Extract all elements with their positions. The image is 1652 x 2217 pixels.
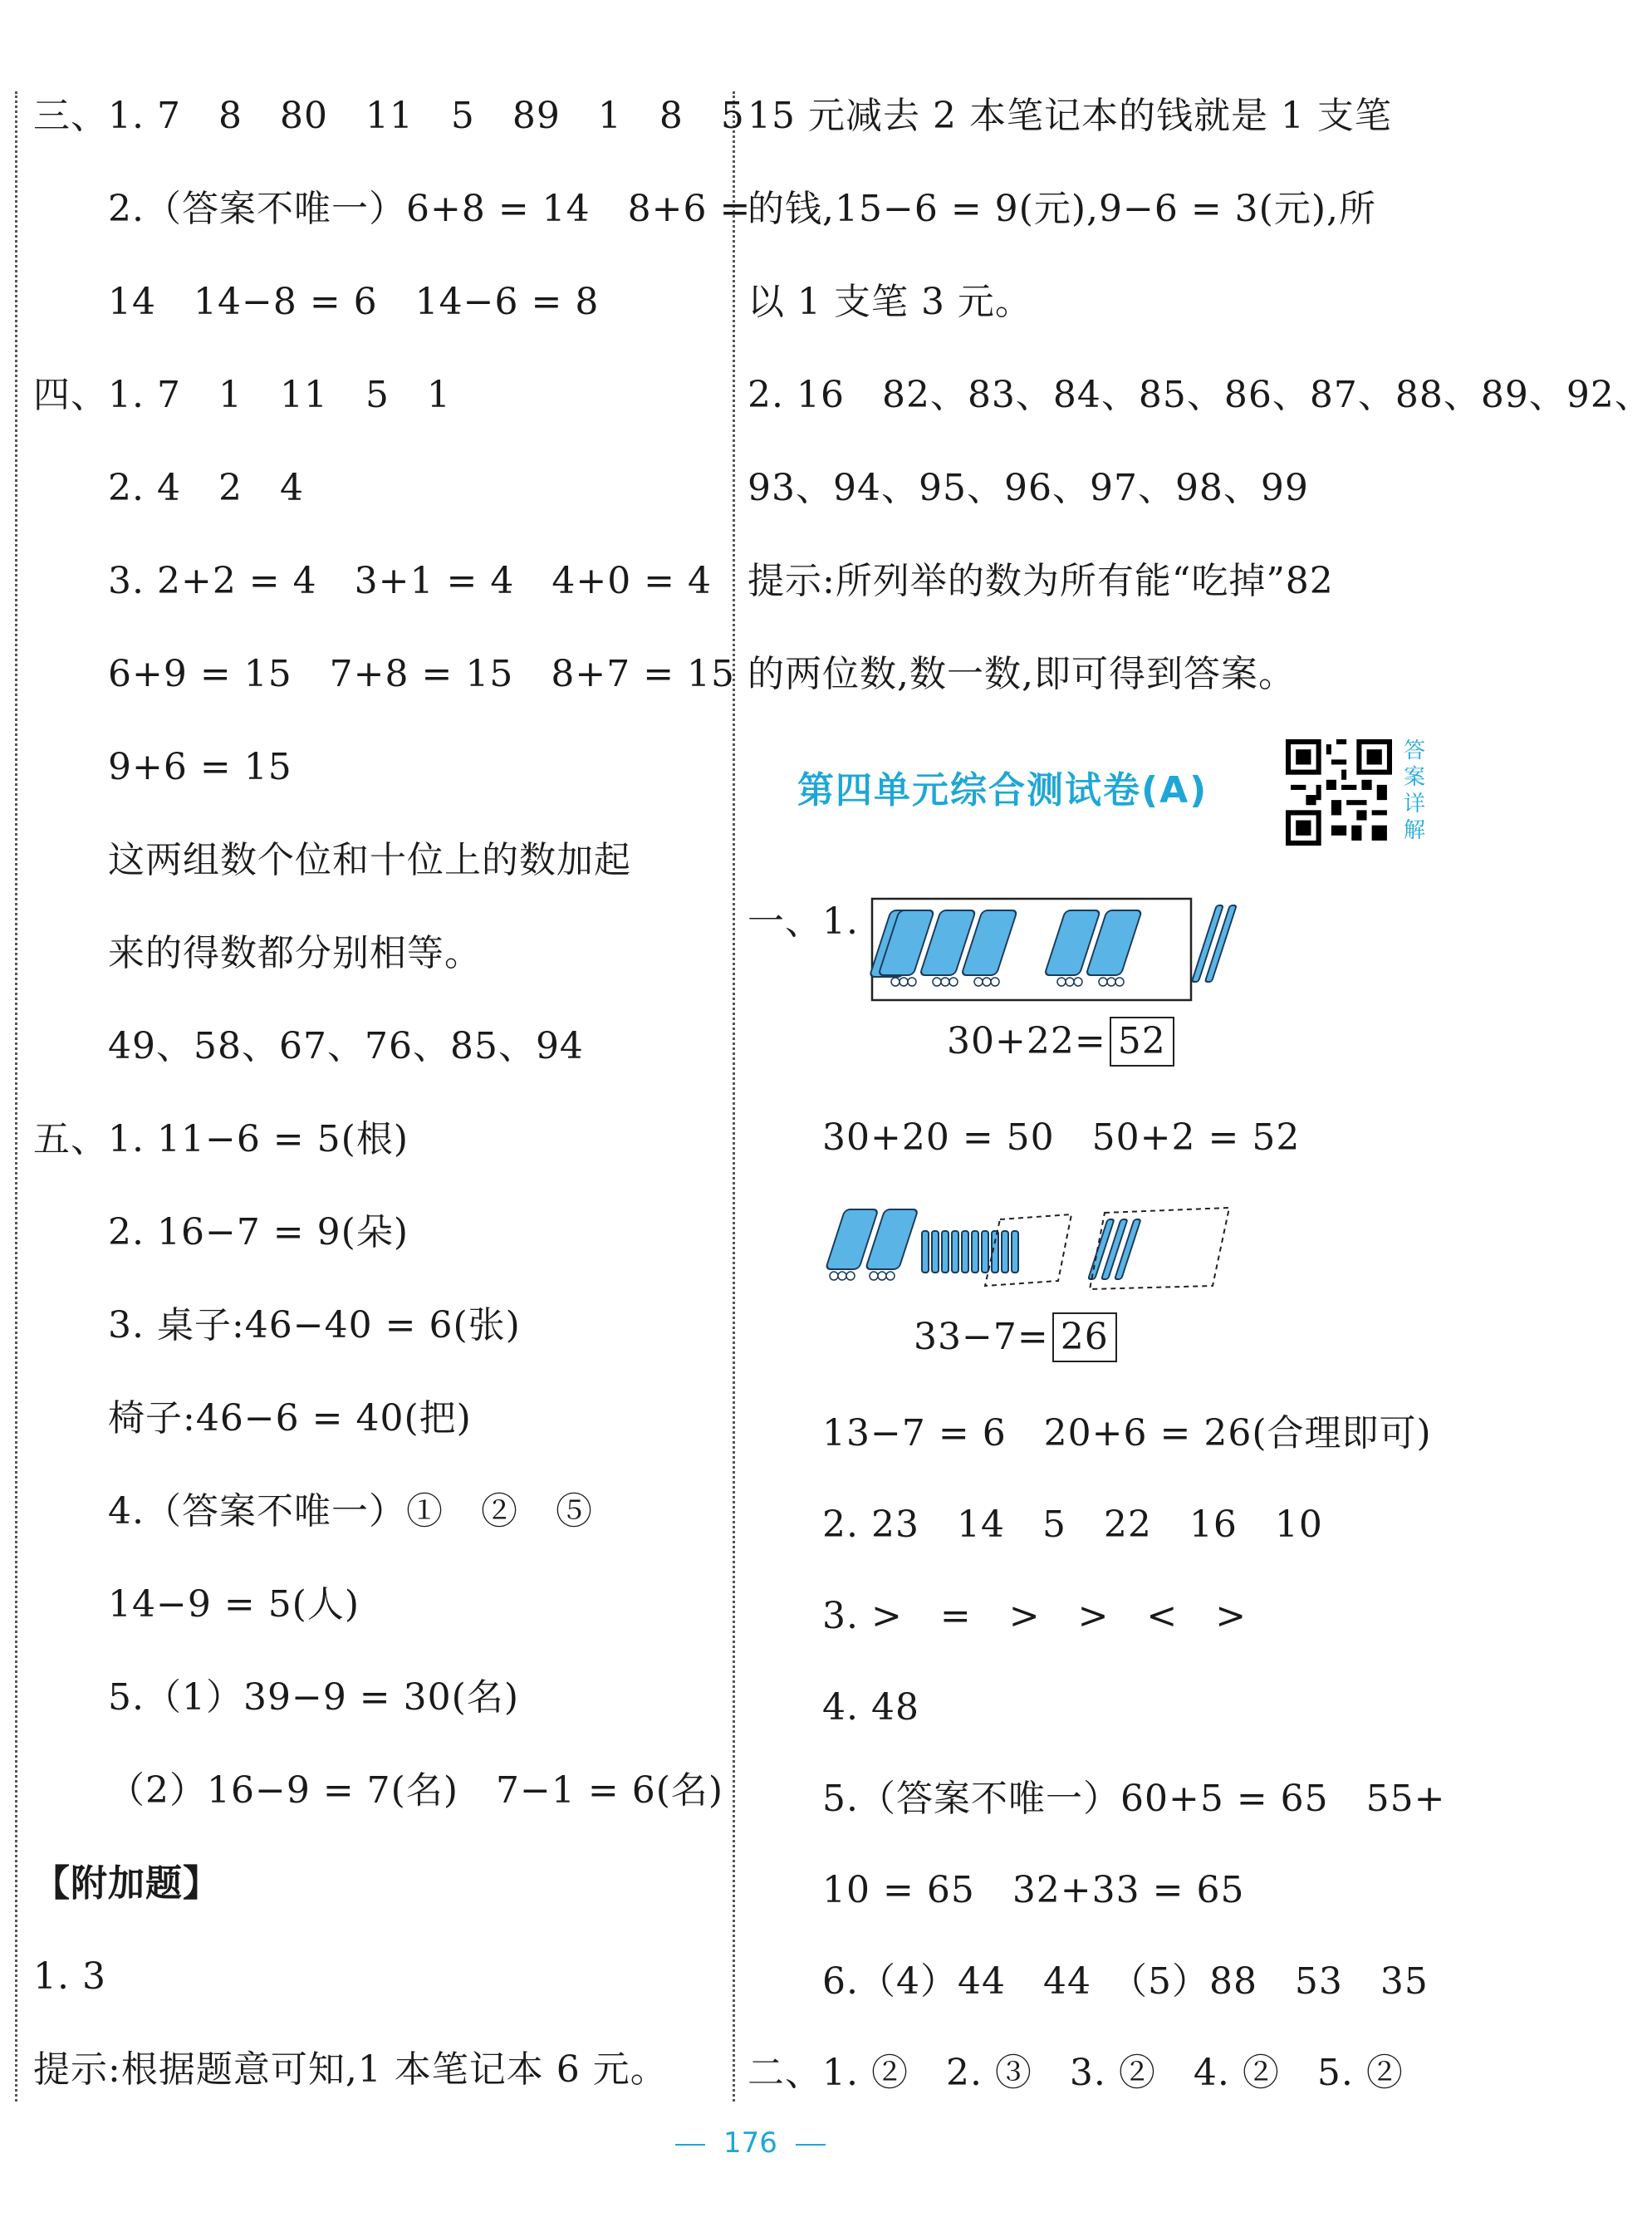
hint-line: 15 元减去 2 本笔记本的钱就是 1 支笔: [748, 95, 1392, 137]
answer-line: 3. 2+2 = 4 3+1 = 4 4+0 = 4: [108, 560, 713, 602]
answer-line: 2. 4 2 4: [108, 467, 304, 509]
column-divider: [733, 91, 735, 2102]
page-number: 176: [723, 2126, 777, 2160]
bonus-heading: 【附加题】: [33, 1862, 220, 1905]
answer-line: 2. 23 14 5 22 16 10: [822, 1503, 1323, 1546]
answer-box: 52: [1110, 1017, 1174, 1067]
answer-line: 30+20 = 50 50+2 = 52: [822, 1116, 1301, 1159]
footer-dash: [796, 2144, 826, 2146]
bundled-sticks-30-22-icon: [870, 897, 1194, 1003]
hint-line: 的钱,15−6 = 9(元),9−6 = 3(元),所: [748, 188, 1376, 230]
answer-line: 二、1. ② 2. ③ 3. ② 4. ② 5. ②: [748, 2052, 1404, 2094]
answer-line: 13−7 = 6 20+6 = 26(合理即可): [822, 1412, 1432, 1454]
left-margin-divider: [15, 91, 17, 2102]
answer-line: 14−9 = 5(人): [108, 1583, 360, 1626]
qr-label: 答案详解: [1403, 738, 1425, 843]
answer-line: 来的得数都分别相等。: [108, 932, 482, 974]
answer-line: 6.（4）44 44 （5）88 53 35: [822, 1960, 1429, 2003]
footer-dash: [675, 2144, 705, 2146]
answer-line: 2.（答案不唯一）6+8 = 14 8+6 =: [108, 188, 752, 230]
equation-30-plus-22: [947, 1017, 1174, 1067]
answer-line: 9+6 = 15: [108, 746, 292, 788]
page-footer: [0, 2126, 1501, 2160]
equation-lhs: 33−7=: [914, 1316, 1049, 1358]
answer-line: 一、1.: [748, 900, 859, 943]
hint-line: 提示:根据题意可知,1 本笔记本 6 元。: [33, 2048, 668, 2091]
answer-line: 3. > = > > < >: [822, 1595, 1248, 1637]
answer-line: 四、1. 7 1 11 5 1: [33, 374, 451, 416]
answer-line: 93、94、95、96、97、98、99: [748, 467, 1309, 509]
qr-code-icon[interactable]: [1286, 739, 1392, 846]
hint-line: 的两位数,数一数,即可得到答案。: [748, 653, 1296, 695]
answer-box: 26: [1052, 1312, 1117, 1362]
answer-line: 4. 48: [822, 1686, 919, 1729]
answer-line: 6+9 = 15 7+8 = 15 8+7 = 15: [108, 653, 736, 695]
answer-line: 1. 3: [33, 1955, 106, 1998]
equation-lhs: 30+22=: [947, 1020, 1106, 1062]
answer-line: 49、58、67、76、85、94: [108, 1025, 584, 1067]
answer-line: 5.（答案不唯一）60+5 = 65 55+: [822, 1778, 1446, 1820]
hint-line: 以 1 支笔 3 元。: [748, 281, 1032, 323]
answer-line: （2）16−9 = 7(名) 7−1 = 6(名): [108, 1769, 724, 1812]
answer-line: 4.（答案不唯一）① ② ⑤: [108, 1490, 593, 1533]
answer-line: 五、1. 11−6 = 5(根): [33, 1118, 409, 1160]
answer-line: 2. 16−7 = 9(朵): [108, 1211, 409, 1253]
answer-line: 三、1. 7 8 80 11 5 89 1 8 5: [33, 95, 745, 137]
answer-line: 3. 桌子:46−40 = 6(张): [108, 1304, 521, 1346]
answer-line: 2. 16 82、83、84、85、86、87、88、89、92、: [748, 374, 1652, 416]
equation-33-minus-7: [914, 1312, 1117, 1362]
section-title: 第四单元综合测试卷(A): [797, 769, 1208, 812]
answer-line: 5.（1）39−9 = 30(名): [108, 1676, 519, 1719]
hint-line: 提示:所列举的数为所有能“吃掉”82: [748, 560, 1334, 602]
sticks-33-minus-7-icon: [822, 1203, 1238, 1294]
answer-line: 14 14−8 = 6 14−6 = 8: [108, 281, 600, 323]
answer-line: 这两组数个位和十位上的数加起: [108, 839, 631, 881]
answer-line: 10 = 65 32+33 = 65: [822, 1869, 1245, 1911]
answer-line: 椅子:46−6 = 40(把): [108, 1397, 472, 1440]
